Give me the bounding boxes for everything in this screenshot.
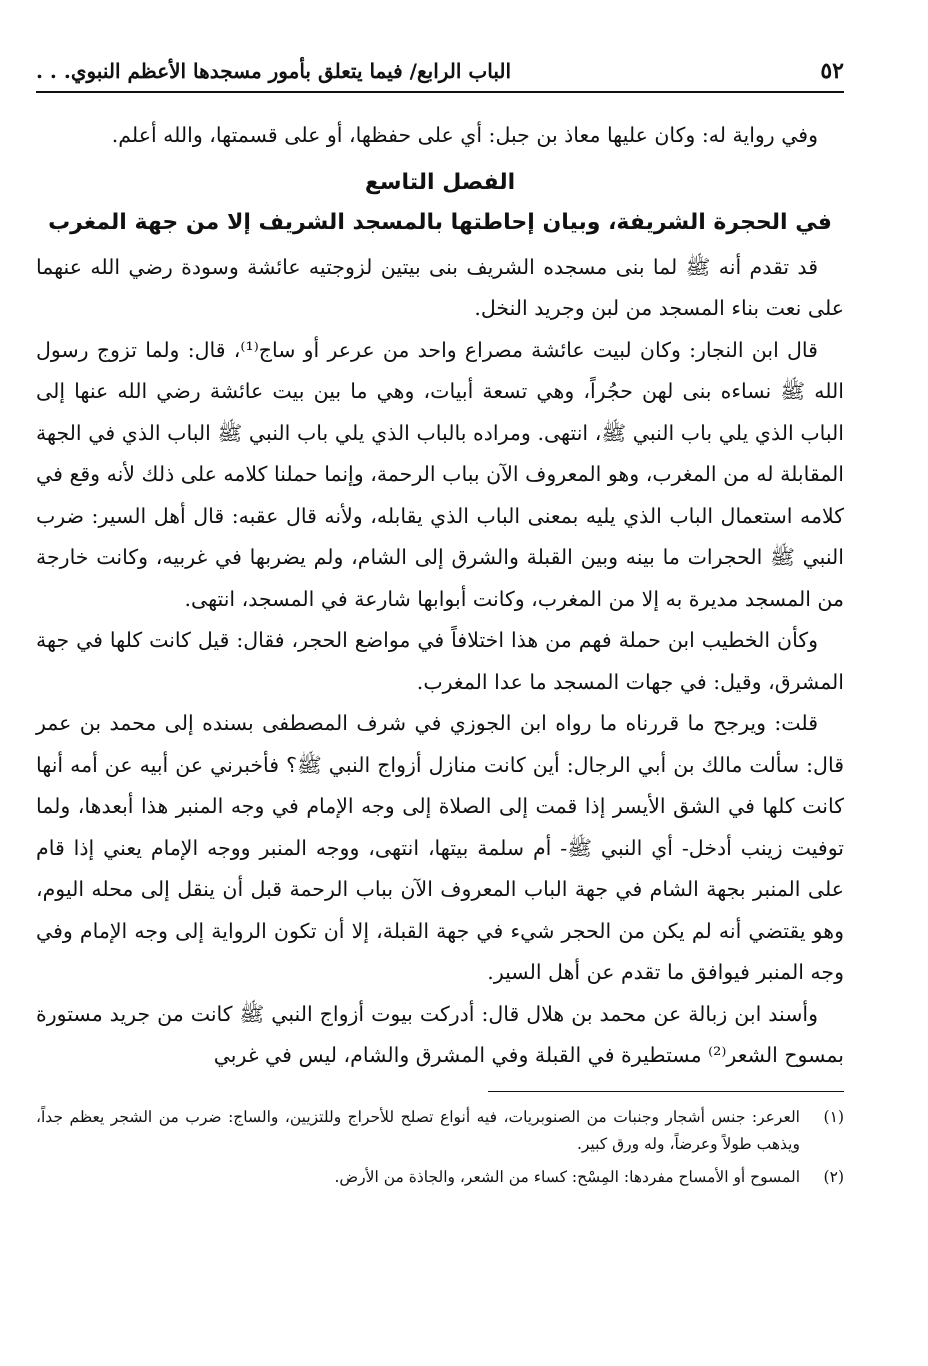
chapter-title: الفصل التاسع [364,169,516,195]
intro-paragraph: وفي رواية له: وكان عليها معاذ بن جبل: أي على حفظها، أو على قسمتها، والله أعلم. [111,123,818,147]
paragraph: وأسند ابن زبالة عن محمد بن هلال قال: أدركت بيوت أزواج النبي ﷺ كانت من جريد مستورة بمسوح الشعر⁽²⁾ مستطيرة في القبلة وفي المشرق والشام، ليس في غربي [36,1001,844,1067]
page-header [36,55,844,93]
page-number: ٥٢ [820,58,844,84]
paragraph: وكأن الخطيب ابن حملة فهم من هذا اختلافاً في مواضع الحجر، فقال: قيل كانت كلها في جهة المشرق، وقيل: في جهات المسجد ما عدا المغرب. [36,628,844,694]
footnote [36,1104,844,1158]
paragraph: قلت: ويرجح ما قررناه ما رواه ابن الجوزي في شرف المصطفى بسنده إلى محمد بن عمر قال: سألت مالك بن أبي الرجال: أين كانت منازل أزواج النبي ﷺ؟ فأخبرني عن أبيه عن أمه أنها كانت كلها في الشق الأيسر إذا قمت إلى الصلاة إلى وجه الإمام في وجه المنبر هذا أبعدها، ولما توفيت زينب أدخل- أي النبي ﷺ- أم سلمة بيتها، انتهى، ووجه المنبر ووجه الإمام يعني إذا قام على المنبر بجهة الشام في جهة الباب المعروف الآن بباب الرحمة قبل أن ينقل إلى محله اليوم، وهو يقتضي أنه لم يكن من الحجر شيء في جهة القبلة، إلا أن تكون الرواية إلى وجه الإمام وفي وجه المنبر فيوافق ما تقدم عن أهل السير. [36,711,844,984]
paragraph: قد تقدم أنه ﷺ لما بنى مسجده الشريف بنى بيتين لزوجتيه عائشة وسودة رضي الله عنهما على نعت بناء المسجد من لبن وجريد النخل. [36,254,844,320]
paragraph: قال ابن النجار: وكان لبيت عائشة مصراع واحد من عرعر أو ساج⁽¹⁾، قال: ولما تزوج رسول الله ﷺ نساءه بنى لهن حجُراً، وهي تسعة أبيات، وهي ما بين بيت عائشة رضي الله عنها إلى الباب الذي يلي باب النبي ﷺ، انتهى. ومراده بالباب الذي يلي باب النبي ﷺ الباب الذي في الجهة المقابلة له من المغرب، وهو المعروف الآن بباب الرحمة، وإنما حملنا كلامه على ذلك لأنه وقع في كلامه استعمال الباب الذي يليه بمعنى الباب الذي يقابله، ولأنه قال عقبه: قال أهل السير: ضرب النبي ﷺ الحجرات ما بينه وبين القبلة والشرق إلى الشام، ولم يضربها في غربيه، وكانت خارجة من المسجد مديرة به إلا من المغرب، وكانت أبوابها شارعة في المسجد، انتهى. [36,337,844,611]
document-page [36,55,844,1197]
footnote-separator [488,1091,844,1092]
footnotes [36,1104,844,1191]
footnote-text: العرعر: جنس أشجار وجنبات من الصنوبريات، فيه أنواع تصلح للأحراج وللتزيين، والساج: ضرب من الشجر يعظم جداً، ويذهب طولاً وعرضاً، وله ورق كبير. [36,1107,800,1153]
running-title: الباب الرابع/ فيما يتعلق بأمور مسجدها الأعظم النبوي. . . [36,59,512,83]
footnote-number: (١) [823,1107,844,1126]
footnote [36,1164,844,1191]
body-text [36,115,844,1077]
chapter-subtitle: في الحجرة الشريفة، وبيان إحاطتها بالمسجد الشريف إلا من جهة المغرب [48,209,832,235]
footnote-text: المسوح أو الأمساح مفردها: المِسْح: كساء من الشعر، والجاذة من الأرض. [334,1167,800,1186]
footnote-number: (٢) [823,1167,844,1186]
